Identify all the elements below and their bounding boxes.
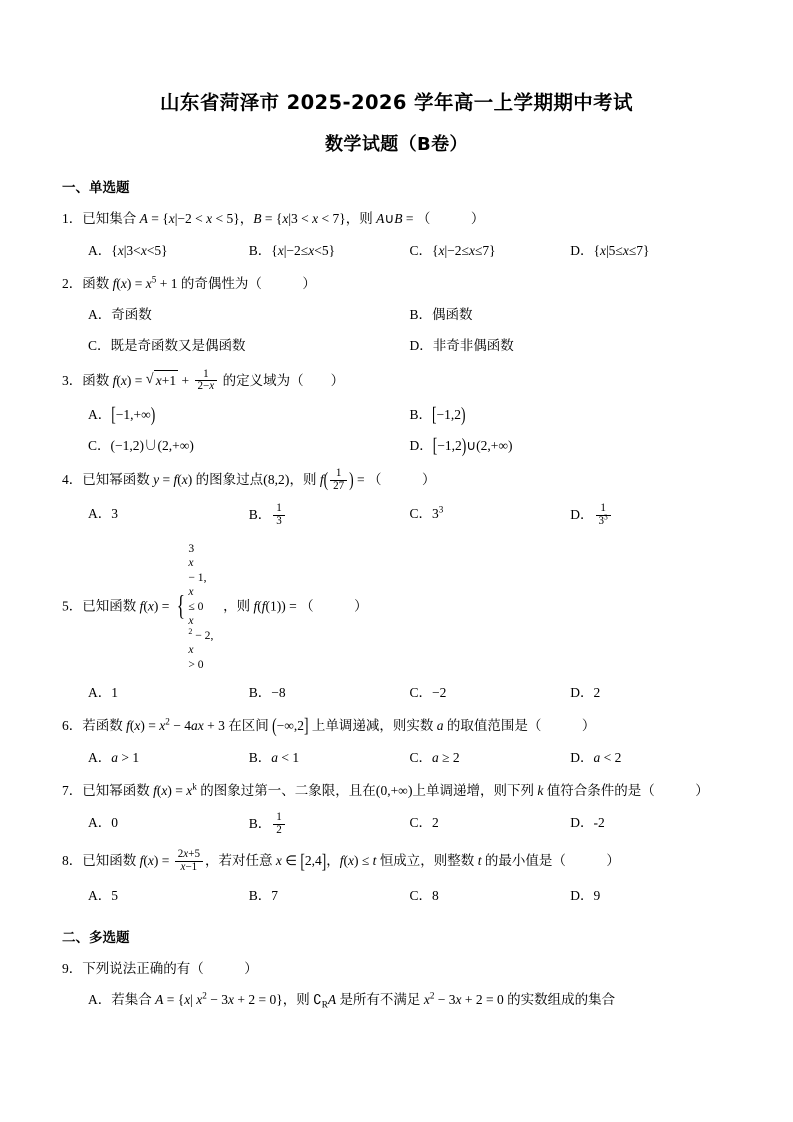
- option-b[interactable]: B． $\frac{1}{2}$: [249, 813, 410, 837]
- option-b[interactable]: B．[−1,2): [409, 402, 466, 426]
- question-8: [62, 850, 731, 905]
- question-6-stem: 6．若函数 $f(x) = x^2 - 4ax + 3$ 在区间 (−∞,2] 上单调递减，则实数 a 的取值范围是（ ）: [62, 714, 596, 737]
- option-c[interactable]: C．2: [409, 815, 439, 831]
- question-7-stem: 7．已知幂函数 $f(x) = x^k$ 的图象过第一、二象限，且在(0,+∞)上单调递增，则下列 k 值符合条件的是（ ）: [62, 781, 709, 799]
- option-d[interactable]: D．-2: [570, 815, 605, 831]
- question-5-options: [62, 683, 731, 703]
- question-5-stem: 5．已知函数 f(x) = { 3 x − 1, x ≤ 0 x $^2$ − 2, x > 0 ，则 f(f(1)) = （ ）: [62, 541, 368, 671]
- option-a[interactable]: A．若集合 A = {x| $x^2 - 3x + 2 = 0$}，则 $∁_RA$ 是所有不满足 $x^2 - 3x + 2 = 0$ 的实数组成的集合: [88, 990, 616, 1010]
- option-d[interactable]: D．非奇非偶函数: [409, 338, 514, 354]
- question-3: [62, 367, 731, 457]
- option-c[interactable]: C．{x|−2≤x≤7}: [409, 242, 496, 258]
- option-c[interactable]: C．(−1,2)∪(2,+∞): [88, 437, 194, 453]
- question-9-options: [62, 990, 731, 1010]
- option-d[interactable]: D．a < 2: [570, 749, 622, 765]
- option-d[interactable]: D．[−1,2)∪(2,+∞): [409, 433, 513, 457]
- question-3-stem: 3．函数 f(x) = √ x+1 + $\frac{1}{2-x}$ 的定义域为（ ）: [62, 370, 731, 394]
- option-b[interactable]: B．a < 1: [248, 749, 300, 765]
- option-c[interactable]: C．8: [409, 887, 439, 903]
- option-b[interactable]: B．偶函数: [409, 307, 473, 322]
- option-a[interactable]: A．5: [88, 887, 118, 903]
- question-1: [62, 209, 731, 261]
- question-1-options: [62, 241, 731, 261]
- option-a[interactable]: A．3: [88, 506, 118, 522]
- question-4: [62, 469, 731, 528]
- option-b[interactable]: B．{x|−2≤x<5}: [248, 242, 336, 258]
- option-a[interactable]: A．0: [88, 815, 118, 831]
- question-9: [62, 959, 731, 1011]
- option-c[interactable]: C．a ≥ 2: [409, 749, 460, 765]
- question-6-options: [62, 748, 731, 768]
- option-d[interactable]: D．9: [570, 887, 601, 903]
- page-subtitle: 数学试题（B卷）: [325, 134, 468, 156]
- question-7-options: [62, 813, 731, 837]
- option-a[interactable]: A．{x|3<x<5}: [88, 242, 168, 258]
- option-b[interactable]: B．−8: [248, 685, 286, 701]
- section-heading-single-choice: 一、单选题: [62, 180, 130, 197]
- question-3-options-row1: [62, 402, 731, 426]
- question-3-options-row2: [62, 433, 731, 457]
- option-c[interactable]: C．既是奇函数又是偶函数: [88, 338, 246, 354]
- page-title: 山东省菏泽市 2025-2026 学年高一上学期期中考试: [160, 91, 633, 114]
- option-b[interactable]: B． $\frac{1}{3}$: [249, 504, 410, 528]
- option-d[interactable]: D． $\frac{1}{3^3}$: [570, 504, 731, 528]
- title-block: [62, 0, 731, 156]
- option-a[interactable]: A．a > 1: [88, 749, 140, 765]
- question-1-stem: 1．已知集合 A = {x|−2 < x < 5}，B = {x|3 < x < 7}，则 A∪B = （ ）: [62, 211, 485, 227]
- question-4-options: [62, 504, 731, 528]
- option-b[interactable]: B．7: [248, 887, 279, 903]
- question-5: [62, 542, 731, 704]
- section-heading-multi-choice: 二、多选题: [62, 929, 130, 946]
- option-d[interactable]: D．2: [570, 685, 601, 701]
- option-c[interactable]: C．$3^3$: [409, 504, 444, 522]
- question-2-options-row1: [62, 305, 731, 325]
- option-a[interactable]: A．奇函数: [88, 307, 152, 322]
- question-2-stem: 2．函数 $f(x) = x^5 + 1$ 的奇偶性为（ ）: [62, 274, 316, 291]
- option-c[interactable]: C．−2: [409, 685, 447, 701]
- question-8-stem: 8．已知函数 f(x) = $\frac{2x+5}{x-1}$ ，若对任意 x ∈ [2,4]，f(x) ≤ t 恒成立，则整数 t 的最小值是（ ）: [62, 848, 620, 873]
- question-2: [62, 274, 731, 357]
- question-6: [62, 716, 731, 768]
- question-4-stem: 4．已知幂函数 y = f(x) 的图象过点(8,2)，则 f( $\frac{1}{27}$ ) = （ ）: [62, 467, 436, 492]
- question-8-options: [62, 886, 731, 906]
- question-2-options-row2: [62, 336, 731, 356]
- option-a[interactable]: A．[−1,+∞): [88, 402, 156, 426]
- question-7: [62, 781, 731, 837]
- option-a[interactable]: A．1: [88, 685, 118, 701]
- option-d[interactable]: D．{x|5≤x≤7}: [570, 242, 650, 258]
- question-9-stem: 9．下列说法正确的有（ ）: [62, 960, 258, 976]
